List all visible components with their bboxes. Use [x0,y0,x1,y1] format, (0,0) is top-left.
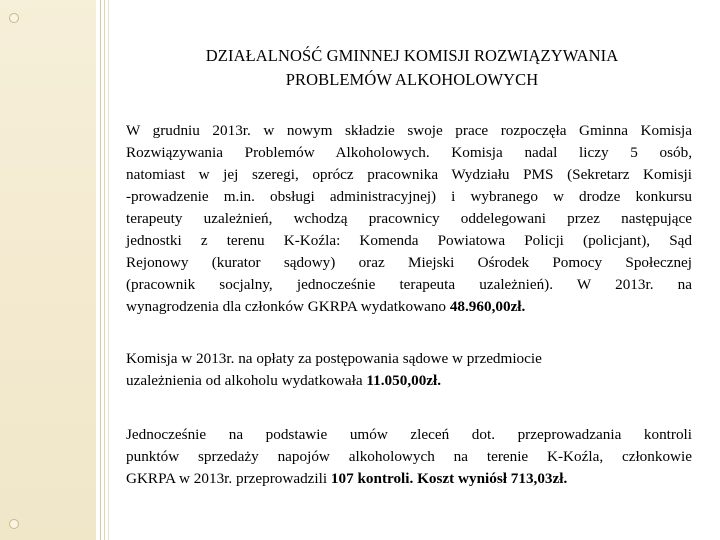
text-segment: wynagrodzenia dla członków GKRPA wydatkowano [126,298,450,315]
text-segment: uzależnienia od alkoholu wydatkowała [126,372,367,389]
text-line: terapeuty uzależnień, wchodzą pracownicy oddelegowani przez następujące [126,210,692,227]
text-line: jednostki z terenu K-Koźla: Komenda Powiatowa Policji (policjant), Sąd [126,232,692,249]
paragraph-court-fees [126,348,692,392]
text-segment: GKRPA w 2013r. przeprowadzili [126,470,331,487]
decorative-line [104,0,105,540]
text-line [126,370,692,392]
text-line: Rejonowy (kurator sądowy) oraz Miejski Ośrodek Pomocy Społecznej [126,254,692,271]
text-line: (pracownik socjalny, jednocześnie terapeuta uzależnień). W 2013r. na [126,276,692,293]
decorative-line [108,0,109,540]
title-line-1: DZIAŁALNOŚĆ GMINNEJ KOMISJI ROZWIĄZYWANIA [205,46,619,65]
decorative-side-panel [0,0,96,540]
text-line: natomiast w jej szeregi, oprócz pracownika Wydziału PMS (Sekretarz Komisji [126,166,692,183]
text-line: W grudniu 2013r. w nowym składzie swoje prace rozpoczęła Gminna Komisja [126,122,692,139]
text-line: -prowadzenie m.in. obsługi administracyjnej) i wybranego w drodze konkursu [126,188,692,205]
text-line [126,468,692,490]
text-line: Rozwiązywania Problemów Alkoholowych. Komisja nadal liczy 5 osób, [126,144,692,161]
text-line: Komisja w 2013r. na opłaty za postępowania sądowe w przedmiocie [126,350,542,367]
paragraph-commission-composition [126,120,692,318]
paragraph-inspections [126,424,692,490]
inspections-cost: 107 kontroli. Koszt wyniósł 713,03zł. [330,470,568,487]
text-line: Jednocześnie na podstawie umów zleceń dot. przeprowadzania kontroli [126,426,692,443]
slide-title [122,44,702,92]
decorative-dot [9,519,19,529]
decorative-dot [9,13,19,23]
amount-remuneration: 48.960,00zł. [449,298,526,315]
text-line [126,296,692,318]
amount-court-fees: 11.050,00zł. [366,372,442,389]
text-line: punktów sprzedaży napojów alkoholowych na terenie K-Koźla, członkowie [126,448,692,465]
title-line-2: PROBLEMÓW ALKOHOLOWYCH [285,70,539,89]
decorative-line [100,0,101,540]
